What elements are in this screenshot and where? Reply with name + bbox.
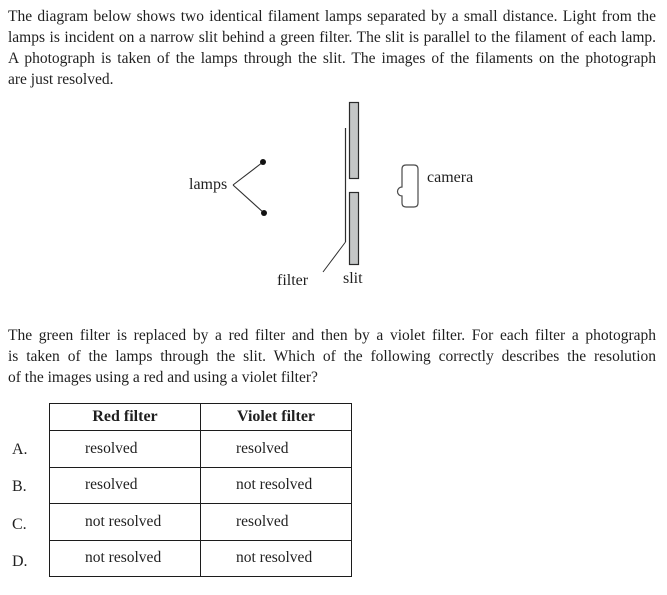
- answer-letter-b: B.: [12, 478, 27, 495]
- lamp-ray-bottom: [233, 185, 264, 213]
- slit-plate-top: [350, 103, 359, 179]
- lamp-dot-bottom: [261, 210, 267, 216]
- slit-plate-bottom: [350, 193, 359, 265]
- filter-pointer-line: [323, 242, 346, 272]
- answer-cell: resolved: [50, 467, 201, 504]
- answer-cell: not resolved: [50, 540, 201, 577]
- paragraph-line: A photograph is taken of the lamps through the slit. The images of the filaments on the photograph: [8, 50, 656, 67]
- table-row: [50, 540, 352, 577]
- answer-cell: not resolved: [50, 504, 201, 541]
- camera-outline: [398, 165, 419, 207]
- answer-table: [49, 403, 352, 577]
- paragraph-line: The green filter is replaced by a red filter and then by a violet filter. For each filter a photograph: [8, 327, 656, 344]
- paragraph-line: are just resolved.: [8, 71, 114, 88]
- paragraph-line: The diagram below shows two identical filament lamps separated by a small distance. Light from the: [8, 8, 656, 25]
- answer-cell: not resolved: [201, 540, 352, 577]
- answer-cell: resolved: [201, 431, 352, 468]
- table-row: [50, 467, 352, 504]
- paragraph-line: of the images using a red and using a violet filter?: [8, 369, 318, 386]
- lamps-label: lamps: [189, 176, 228, 193]
- answer-letter-c: C.: [12, 516, 27, 533]
- table-row: [50, 504, 352, 541]
- filter-label: filter: [277, 272, 309, 289]
- paragraph-line: is taken of the lamps through the slit. Which of the following correctly describes the resolution: [8, 348, 656, 365]
- answer-letter-d: D.: [12, 553, 28, 570]
- table-row: [50, 431, 352, 468]
- paragraph-line: lamps is incident on a narrow slit behind a green filter. The slit is parallel to the filament of each lamp.: [8, 29, 656, 46]
- lamp-ray-top: [233, 162, 263, 185]
- answer-letter-a: A.: [12, 441, 28, 458]
- answer-cell: resolved: [201, 504, 352, 541]
- answer-cell: not resolved: [201, 467, 352, 504]
- answer-cell: resolved: [50, 431, 201, 468]
- camera-label: camera: [427, 169, 474, 186]
- header-red-filter: Red filter: [50, 404, 201, 431]
- slit-label: slit: [343, 270, 363, 287]
- lamp-dot-top: [260, 159, 266, 165]
- question-paragraph: [8, 325, 656, 388]
- header-violet-filter: Violet filter: [201, 404, 352, 431]
- table-header-row: [50, 404, 352, 431]
